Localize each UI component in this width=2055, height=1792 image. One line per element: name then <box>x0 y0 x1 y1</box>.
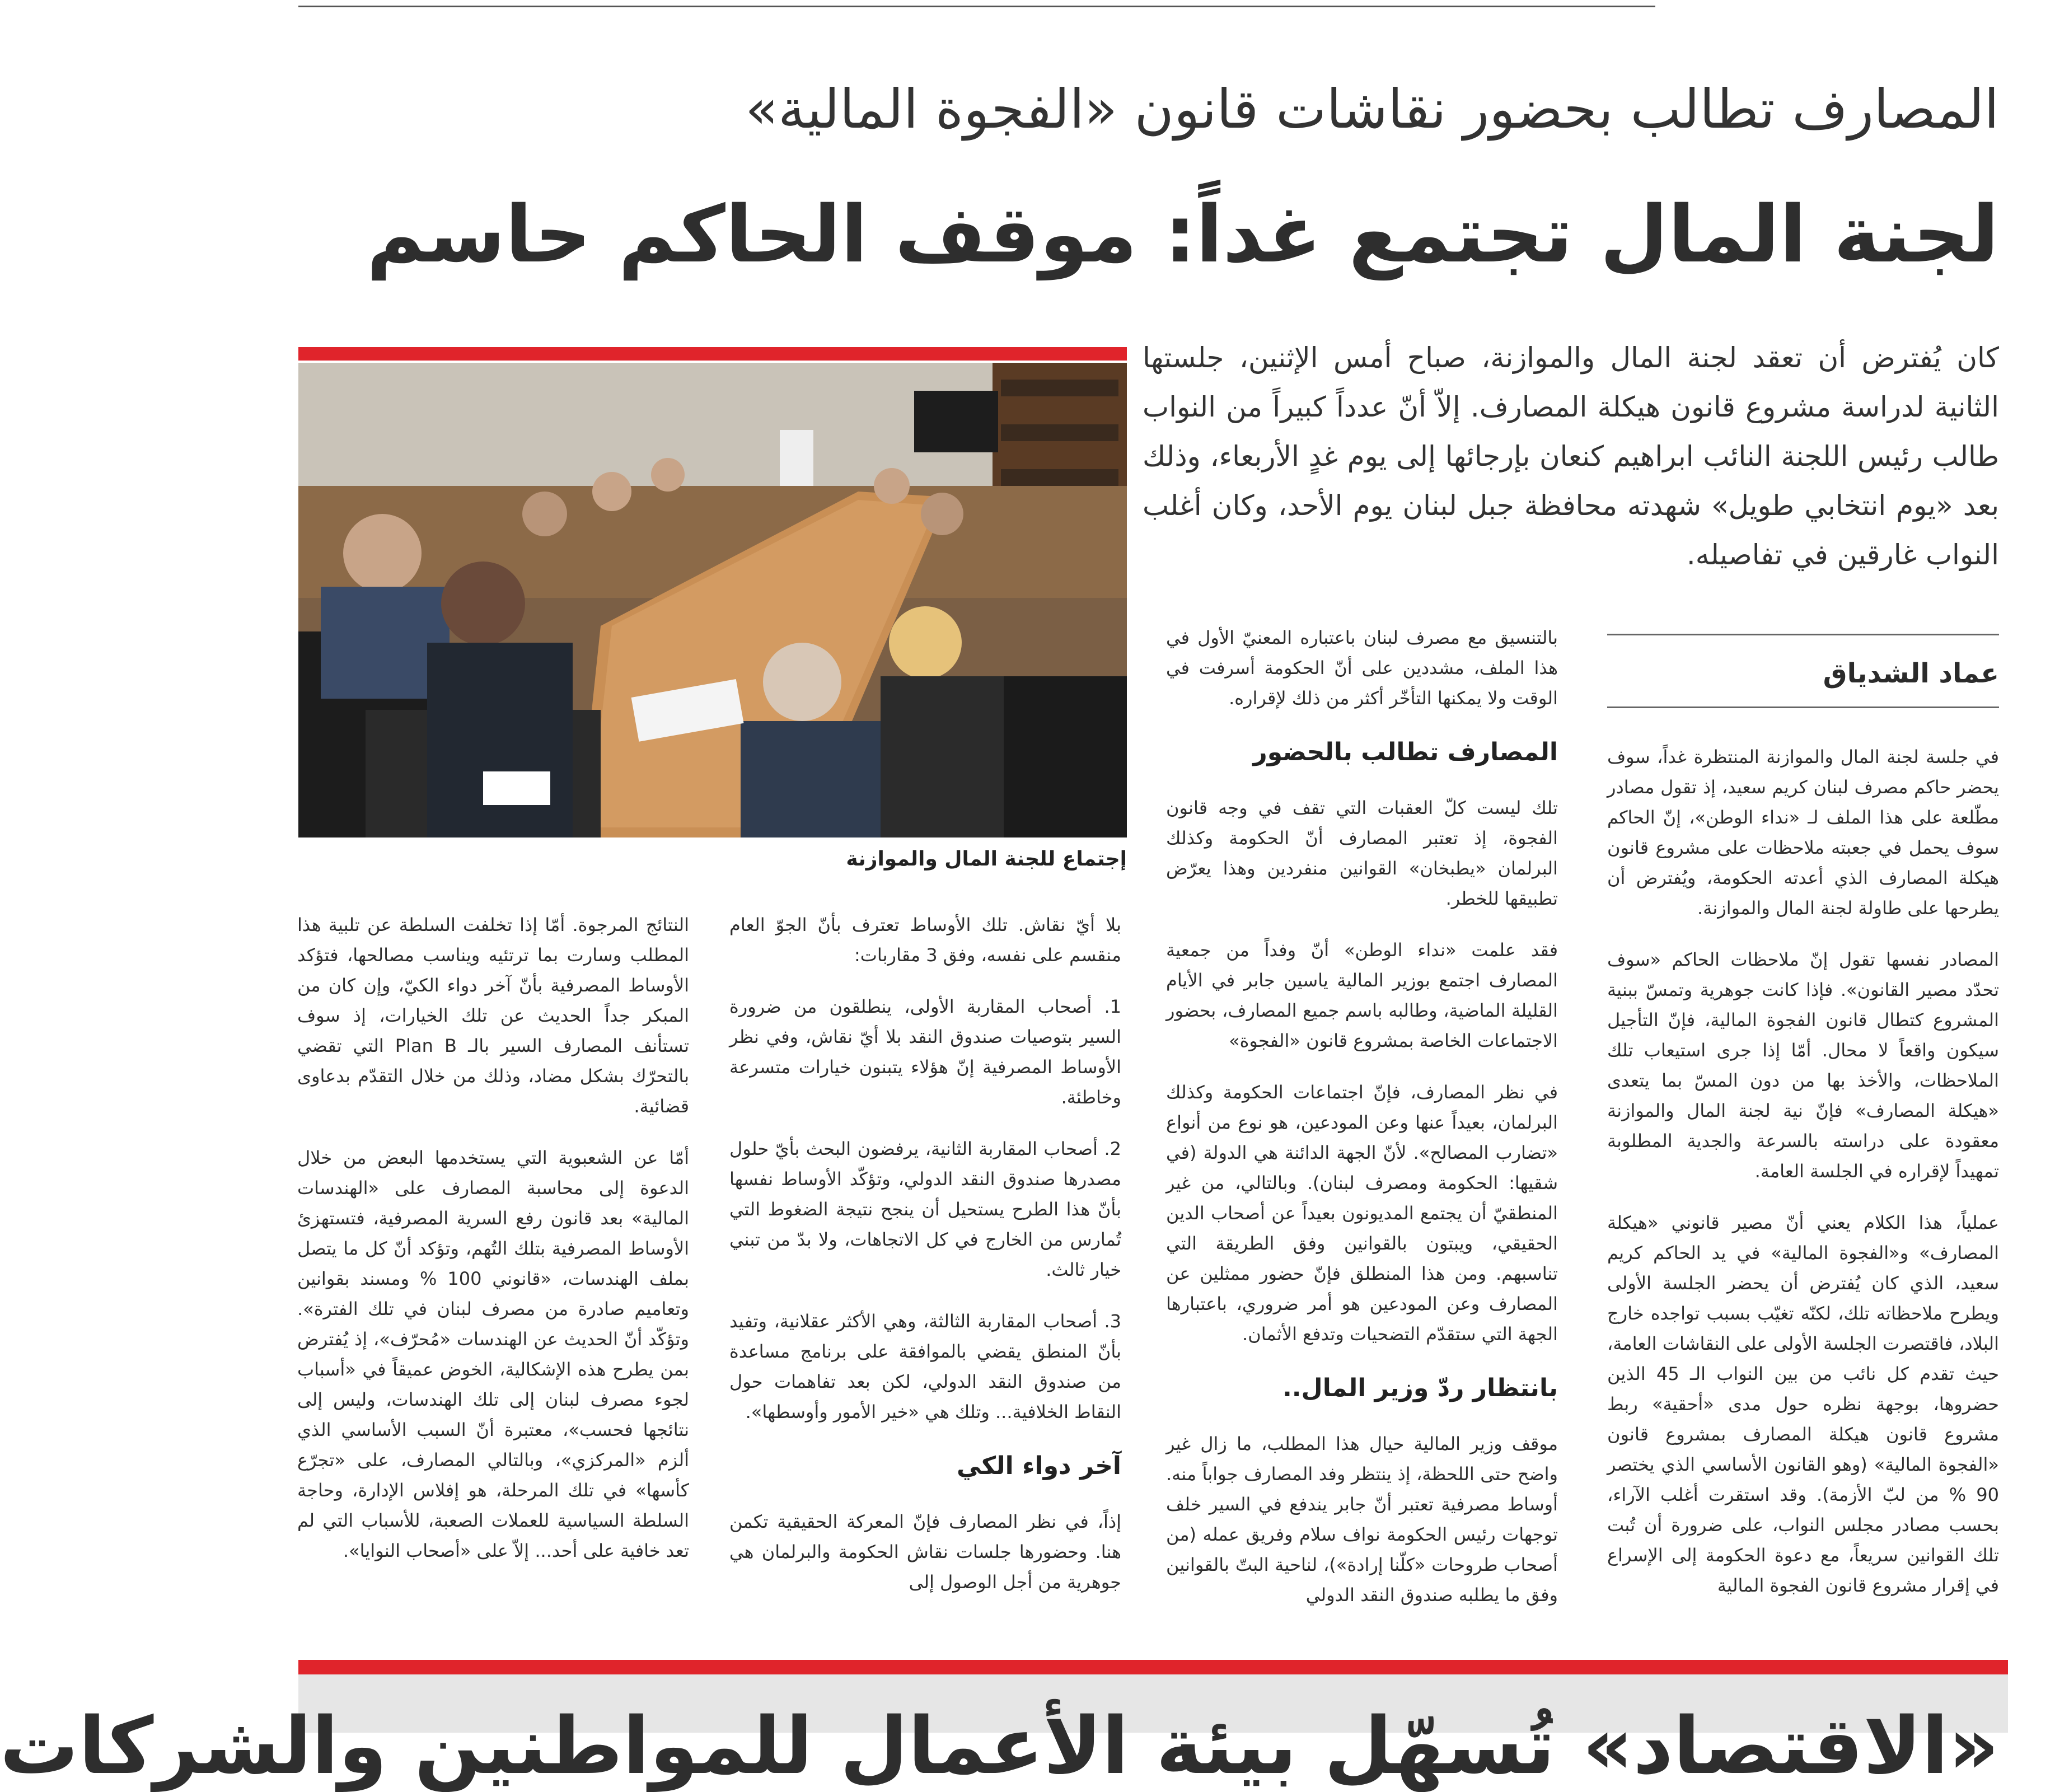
paragraph: بالتنسيق مع مصرف لبنان باعتباره المعنيّ الأول في هذا الملف، مشددين على أنّ الحكومة أسرفت في الوقت ولا يمكنها التأخّر أكثر من ذلك لإقراره. <box>1166 627 1558 709</box>
top-rule <box>298 6 1655 7</box>
lead-paragraph: كان يُفترض أن تعقد لجنة المال والموازنة، صباح أمس الإثنين، جلستها الثانية لدراسة مشروع قانون هيكلة المصارف. إلاّ أنّ عدداً كبيراً من النواب طالب رئيس اللجنة النائب ابراهيم كنعان بإرجائها إلى يوم غدٍ الأربعاء، وذلك بعد «يوم انتخابي طويل» شهدته محافظة جبل لبنان يوم الأحد، وكان أغلب النواب غارقين في تفاصيله. <box>1143 341 1999 571</box>
paragraph: 3. أصحاب المقاربة الثالثة، وهي الأكثر عقلانية، وتفيد بأنّ المنطق يقضي بالموافقة على برنامج مساعدة من صندوق النقد الدولي، لكن بعد تفاهمات حول النقاط الخلافية... وتلك هي «خير الأمور وأوسطها». <box>729 1311 1121 1423</box>
paragraph: المصادر نفسها تقول إنّ ملاحظات الحاكم «سوف تحدّد مصير القانون». فإذا كانت جوهرية وتمسّ ببنية المشروع كتطال قانون الفجوة المالية، فإنّ التأجيل سيكون واقعاً لا محال. أمّا إذا جرى استيعاب تلك الملاحظات، والأخذ بها من دون المسّ بما يتعدى «هيكلة المصارف» فإنّ نية لجنة المال والموازنة معقودة على دراسته بالسرعة والجدية المطلوبة تمهيداً لإقراره في الجلسة العامة. <box>1607 949 1999 1182</box>
paragraph: 2. أصحاب المقاربة الثانية، يرفضون البحث بأيّ حلول مصدرها صندوق النقد الدولي، وتؤكّد الأوساط نفسها بأنّ هذا الطرح يستحيل أن ينجح نتيجة الضغوط التي تُمارس من الخارج في كل الاتجاهات، ولا بدّ من تبني خيار ثالث. <box>729 1138 1121 1280</box>
paragraph: أمّا عن الشعبوية التي يستخدمها البعض من خلال الدعوة إلى محاسبة المصارف على «الهندسات المالية» بعد قانون رفع السرية المصرفية، فتستهزئ الأوساط المصرفية بتلك التُهم، وتؤكد أنّ كل ما يتصل بملف الهندسات، «قانوني 100 % ومسند بقوانين وتعاميم صادرة من مصرف لبنان في تلك الفترة». وتؤكّد أنّ الحديث عن الهندسات «مُحرّف»، إذ يُفترض بمن يطرح هذه الإشكالية، الخوض عميقاً في «أسباب لجوء مصرف لبنان إلى تلك الهندسات، وليس إلى نتائجها فحسب»، معتبرة أنّ السبب الأساسي الذي ألزم «المركزي»، وبالتالي المصارف، على «تجرّع كأسها» في تلك المرحلة، هو إفلاس الإدارة، وحاجة السلطة السياسية للعملات الصعبة، للأسباب التي لم تعد خافية على أحد... إلاّ على «أصحاب النوايا». <box>297 1147 690 1561</box>
next-article-accent-bar <box>298 1660 2008 1674</box>
subheading-last-resort: آخر دواء الكي <box>956 1452 1121 1480</box>
next-article-headline: «الاقتصاد» تُسهّل بيئة الأعمال للمواطنين والشركات <box>0 1701 1999 1792</box>
article-column-1 <box>1607 742 1999 1622</box>
paragraph: 1. أصحاب المقاربة الأولى، ينطلقون من ضرورة السير بتوصيات صندوق النقد بلا أيّ نقاش، وفي نظر الأوساط المصرفية إنّ هؤلاء يتبنون خيارات متسرعة وخاطئة. <box>729 996 1121 1108</box>
author-byline: عماد الشدياق <box>1823 658 1999 689</box>
article-column-3 <box>729 910 1121 1618</box>
paragraph: بلا أيّ نقاش. تلك الأوساط تعترف بأنّ الجوّ العام منقسم على نفسه، وفق 3 مقاربات: <box>729 914 1121 966</box>
article-column-2 <box>1166 623 1558 1631</box>
paragraph: تلك ليست كلّ العقبات التي تقف في وجه قانون الفجوة، إذ تعتبر المصارف أنّ الحكومة وكذلك البرلمان «يطبخان» القوانين منفردين وهذا يعرّض تطبيقها للخطر. <box>1166 797 1558 909</box>
kicker-headline: المصارف تطالب بحضور نقاشات قانون «الفجوة المالية» <box>745 78 1999 141</box>
meeting-photo-illustration <box>298 363 1127 837</box>
paragraph: في جلسة لجنة المال والموازنة المنتظرة غداً، سوف يحضر حاكم مصرف لبنان كريم سعيد، إذ تقول مصادر مطّلعة على هذا الملف لـ «نداء الوطن»، إنّ الحاكم سوف يحمل في جعبته ملاحظات على مشروع قانون هيكلة المصارف الذي أعدته الحكومة، ويُفترض أن يطرحها على طاولة لجنة المال والموازنة. <box>1607 746 1999 919</box>
byline-rule-bottom <box>1607 706 1999 708</box>
photo-caption: إجتماع للجنة المال والموازنة <box>846 848 1127 871</box>
article-column-4 <box>297 910 689 1587</box>
paragraph: في نظر المصارف، فإنّ اجتماعات الحكومة وكذلك البرلمان، بعيداً عنها وعن المودعين، هو نوع من أنواع «تضارب المصالح». لأنّ الجهة الدائنة هي الدولة (في شقيها: الحكومة ومصرف لبنان). وبالتالي، من غير المنطقيّ أن يجتمع المديونون بعيداً عن أصحاب الدين الحقيقي، ويبتون بالقوانين وفق الطريقة التي تناسبهم. ومن هذا المنطلق فإنّ حضور ممثلين عن المصارف وعن المودعين هو أمر ضروري، باعتبارها الجهة التي ستقدّم التضحيات وتدفع الأثمان. <box>1166 1082 1558 1345</box>
subheading-banks-demand: المصارف تطالب بالحضور <box>1253 738 1558 766</box>
paragraph: عملياً، هذا الكلام يعني أنّ مصير قانوني «هيكلة المصارف» و«الفجوة المالية» في يد الحاكم كريم سعيد، الذي كان يُفترض أن يحضر الجلسة الأولى ويطرح ملاحظاته تلك، لكنّه تغيّب بسبب تواجده خارج البلاد، فاقتصرت الجلسة الأولى على النقاشات العامة، حيث تقدم كل نائب من بين النواب الـ 45 الذين حضروها، بوجهة نظره حول مدى «أحقية» ربط مشروع قانون هيكلة المصارف بمشروع قانون «الفجوة المالية» (وهو القانون الأساسي الذي يختصر 90 % من لبّ الأزمة). وقد استقرت أغلب الآراء، بحسب مصادر مجلس النواب، على ضرورة أن تُبت تلك القوانين سريعاً، مع دعوة الحكومة إلى الإسراع في إقرار مشروع قانون الفجوة المالية <box>1607 1212 2000 1596</box>
paragraph: النتائج المرجوة. أمّا إذا تخلفت السلطة عن تلبية هذا المطلب وسارت بما ترتئيه ويناسب مصالحها، فتؤكد الأوساط المصرفية بأنّ آخر دواء الكيّ، وإن كان من المبكر جداً الحديث عن تلك الخيارات، إذ سوف تستأنف المصارف السير بالـ Plan B التي تقضي بالتحرّك بشكل مضاد، وذلك من خلال التقدّم بدعاوى قضائية. <box>297 914 690 1117</box>
paragraph: إذاً، في نظر المصارف فإنّ المعركة الحقيقية تكمن هنا. وحضورها جلسات نقاش الحكومة والبرلمان هي جوهرية من أجل الوصول إلى <box>729 1511 1121 1593</box>
main-headline: لجنة المال تجتمع غداً: موقف الحاكم حاسم <box>366 189 1999 280</box>
subheading-awaiting-minister: بانتظار ردّ وزير المال.. <box>1282 1374 1558 1402</box>
byline-rule-top <box>1607 634 1999 635</box>
photo-accent-bar <box>298 347 1127 361</box>
meeting-photo <box>298 363 1127 837</box>
paragraph: موقف وزير المالية حيال هذا المطلب، ما زال غير واضح حتى اللحظة، إذ ينتظر وفد المصارف جواباً منه. أوساط مصرفية تعتبر أنّ جابر يندفع في السير خلف توجهات رئيس الحكومة نواف سلام وفريق عمله (من أصحاب طروحات «كلّنا إرادة»)، لناحية البتّ بالقوانين وفق ما يطلبه صندوق النقد الدولي <box>1166 1433 1558 1606</box>
paragraph: فقد علمت «نداء الوطن» أنّ وفداً من جمعية المصارف اجتمع بوزير المالية ياسين جابر في الأيام القليلة الماضية، وطالبه باسم جميع المصارف، بحضور الاجتماعات الخاصة بمشروع قانون «الفجوة» <box>1166 939 1558 1051</box>
